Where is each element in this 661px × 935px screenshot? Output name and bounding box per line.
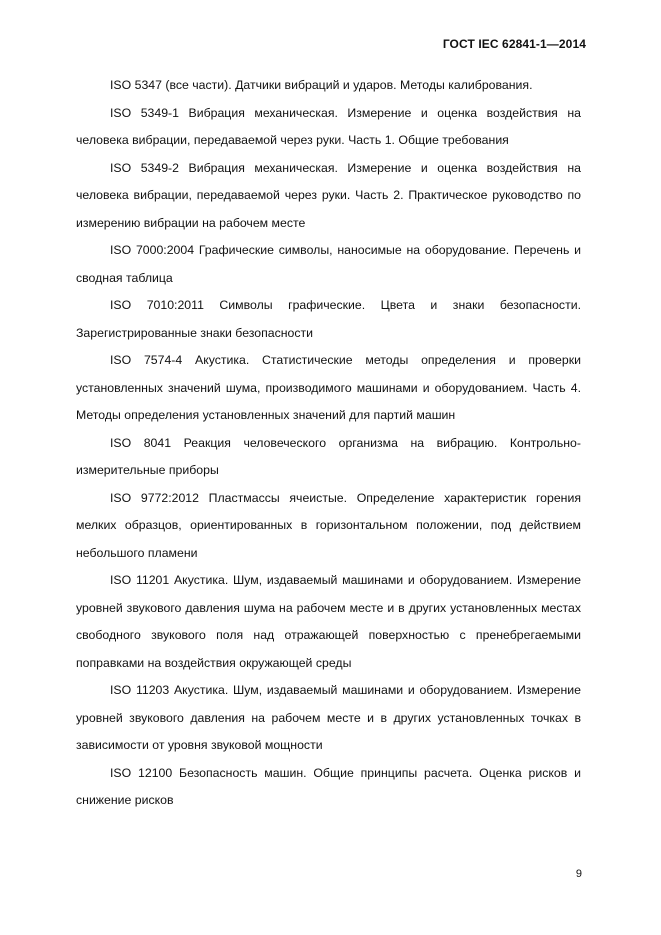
reference-iso-7010: ISO 7010:2011 Символы графические. Цвета и знаки безопасности. Зарегистрированные знаки безопасности [76, 298, 581, 340]
reference-iso-5347: ISO 5347 (все части). Датчики вибраций и ударов. Методы калибрования. [110, 78, 533, 92]
reference-iso-5349-2: ISO 5349-2 Вибрация механическая. Измерение и оценка воздействия на человека вибрации, передаваемой через руки. Часть 2. Практическое руководство по измерению вибрации на рабочем месте [76, 160, 581, 230]
page-number: 9 [575, 868, 582, 880]
reference-iso-7574-4: ISO 7574-4 Акустика. Статистические методы определения и проверки установленных значений шума, производимого машинами и оборудованием. Часть 4. Методы определения установленных значений для партий машин [76, 353, 581, 422]
reference-iso-9772: ISO 9772:2012 Пластмассы ячеистые. Определение характеристик горения мелких образцов, ориентированных в горизонтальном положении, под действием небольшого пламени [76, 490, 581, 560]
reference-iso-12100: ISO 12100 Безопасность машин. Общие принципы расчета. Оценка рисков и снижение рисков [76, 765, 581, 807]
reference-iso-7000: ISO 7000:2004 Графические символы, наносимые на оборудование. Перечень и сводная таблица [76, 243, 581, 285]
reference-iso-11203: ISO 11203 Акустика. Шум, издаваемый машинами и оборудованием. Измерение уровней звукового давления на рабочем месте и в других установленных точках в зависимости от уровня звуковой мощности [76, 683, 581, 752]
reference-iso-8041: ISO 8041 Реакция человеческого организма на вибрацию. Контрольно-измерительные приборы [76, 435, 581, 477]
reference-iso-11201: ISO 11201 Акустика. Шум, издаваемый машинами и оборудованием. Измерение уровней звукового давления шума на рабочем месте и в других установленных местах свободного звукового поля над отражающей поверхностью с пренебрегаемыми поправками на воздействия окружающей среды [76, 573, 581, 670]
document-header-id: ГОСТ IEC 62841-1—2014 [442, 37, 586, 51]
reference-iso-5349-1: ISO 5349-1 Вибрация механическая. Измерение и оценка воздействия на человека вибрации, передаваемой через руки. Часть 1. Общие требования [76, 105, 581, 147]
normative-references-list [76, 72, 581, 815]
